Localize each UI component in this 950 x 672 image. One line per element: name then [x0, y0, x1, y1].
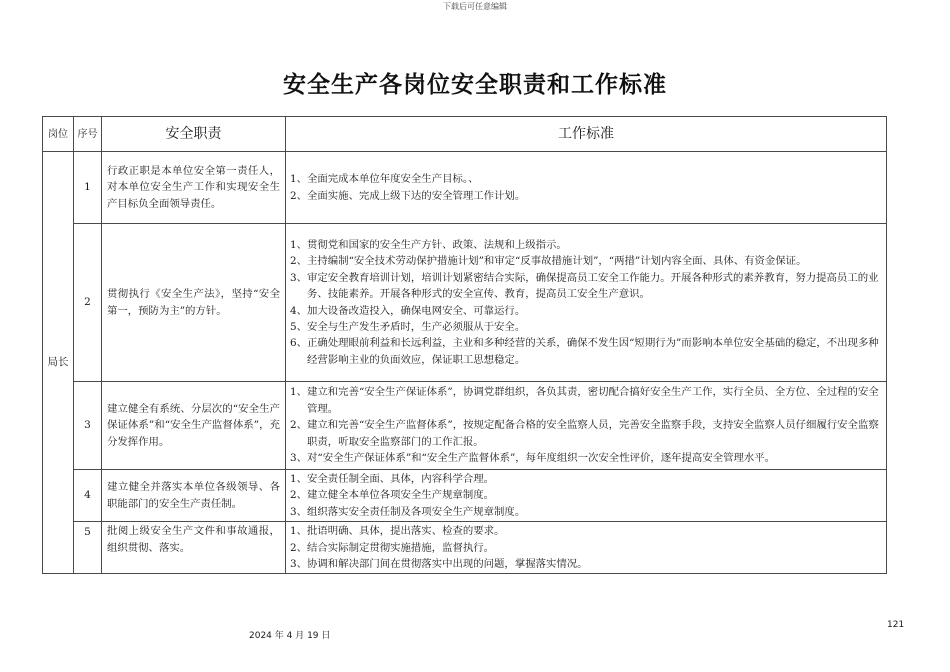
- standard-item-number: 2、: [290, 541, 308, 554]
- standard-item: [290, 523, 880, 539]
- standard-item-text: 结合实际制定贯彻实施措施，监督执行。: [307, 541, 495, 554]
- standard-cell: [286, 152, 887, 224]
- standard-item-number: 2、: [290, 255, 308, 268]
- standard-item: [290, 253, 880, 269]
- standard-item-text: 贯彻党和国家的安全生产方针、政策、法规和上级指示。: [307, 238, 567, 251]
- standard-item-number: 2、: [290, 419, 308, 432]
- row-number: 4: [74, 470, 102, 522]
- row-number: 2: [74, 224, 102, 382]
- standard-item-number: 3、: [290, 452, 308, 465]
- standard-item: [290, 319, 880, 335]
- table-row: [43, 470, 887, 522]
- table-row: [43, 382, 887, 470]
- page-title: 安全生产各岗位安全职责和工作标准: [283, 72, 667, 98]
- duty-text: 建立健全有系统、分层次的“安全生产保证体系”和“安全生产监督体系”，充分发挥作用。: [102, 382, 286, 470]
- duty-text: 贯彻执行《安全生产法》，坚持“安全第一，预防为主”的方针。: [102, 224, 286, 382]
- standard-item-number: 2、: [290, 189, 308, 202]
- standard-item-text: 加大设备改造投入，确保电网安全、可靠运行。: [307, 304, 526, 317]
- duty-table: [42, 116, 887, 574]
- standard-item-text: 全面实施、完成上级下达的安全管理工作计划。: [307, 189, 526, 202]
- standard-item-number: 3、: [290, 558, 308, 571]
- row-number: 5: [74, 522, 102, 574]
- standard-item-text: 建立健全本单位各项安全生产规章制度。: [307, 489, 495, 502]
- standard-item: [290, 237, 880, 253]
- standard-item: [290, 417, 880, 450]
- duty-text: 批阅上级安全生产文件和事故通报，组织贯彻、落实。: [102, 522, 286, 574]
- standard-cell: [286, 382, 887, 470]
- header-post: 岗位: [43, 117, 74, 152]
- standard-item: [290, 540, 880, 556]
- standard-item-text: 批语明确、具体，提出落实、检查的要求。: [307, 525, 505, 538]
- table-header-row: [43, 117, 887, 152]
- duty-text: 行政正职是本单位安全第一责任人，对本单位安全生产工作和实现安全生产目标负全面领导责任。: [102, 152, 286, 224]
- header-duty: 安全职责: [102, 117, 286, 152]
- standard-item-text: 对“安全生产保证体系”和“安全生产监督体系”，每年度组织一次安全性评价，逐年提高安全管理水平。: [307, 452, 776, 465]
- standard-item-text: 组织落实安全责任制及各项安全生产规章制度。: [307, 505, 526, 518]
- standard-item-number: 1、: [290, 473, 308, 485]
- standard-item-number: 5、: [290, 320, 308, 333]
- standard-item-number: 1、: [290, 525, 308, 538]
- standard-item: [290, 487, 880, 503]
- standard-item-number: 6、: [290, 337, 308, 350]
- standard-item: [290, 188, 880, 204]
- standard-item-text: 建立和完善“安全生产监督体系”，按规定配备合格的安全监察人员，完善安全监察手段，支持安全监察人员仔细履行安全监察职责，听取安全监察部门的工作汇报。: [307, 419, 879, 448]
- table-row: [43, 152, 887, 224]
- table-body: [43, 152, 887, 574]
- standard-item-text: 协调和解决部门间在贯彻落实中出现的问题，掌握落实情况。: [307, 558, 588, 571]
- standard-cell: [286, 470, 887, 522]
- standard-item-text: 建立和完善“安全生产保证体系”，协调党群组织，各负其责，密切配合搞好安全生产工作，实行全员、全方位、全过程的安全管理。: [307, 386, 879, 415]
- duty-text: 建立健全并落实本单位各级领导、各职能部门的安全生产责任制。: [102, 470, 286, 522]
- standard-item: [290, 303, 880, 319]
- standard-cell: [286, 522, 887, 574]
- row-number: 3: [74, 382, 102, 470]
- row-number: 1: [74, 152, 102, 224]
- header-seq: 序号: [74, 117, 102, 152]
- page-number: 121: [887, 620, 905, 630]
- standard-item: [290, 450, 880, 466]
- document-date: 2024 年 4 月 19 日: [249, 631, 331, 641]
- standard-item-text: 全面完成本单位年度安全生产目标。、: [307, 173, 479, 186]
- standard-item: [290, 556, 880, 572]
- standard-item: [290, 270, 880, 303]
- standard-item: [290, 471, 880, 487]
- standard-item: [290, 335, 880, 368]
- standard-item-text: 审定安全教育培训计划，培训计划紧密结合实际，确保提高员工安全工作能力。开展各种形式的素养教育，努力提高员工的业务、技能素养。开展各种形式的安全宣传、教育，提高员工安全生产意识。: [307, 271, 879, 301]
- standard-item-text: 主持编制“安全技术劳动保护措施计划”和审定“反事故措施计划”，“两措”计划内容全面、具体、有资金保证。: [307, 255, 807, 268]
- standard-item-text: 正确处理眼前利益和长远利益，主业和多种经营的关系，确保不发生因“短期行为”而影响本单位安全基础的稳定，不出现多种经营影响主业的负面效应，保证职工思想稳定。: [307, 337, 879, 366]
- standard-item-number: 4、: [290, 304, 308, 317]
- header-standard: 工作标准: [286, 117, 887, 152]
- table-row: [43, 522, 887, 574]
- post-cell: 局长: [43, 152, 74, 574]
- standard-item-number: 1、: [290, 386, 308, 399]
- standard-item-number: 1、: [290, 173, 308, 186]
- table-row: [43, 224, 887, 382]
- standard-item-number: 3、: [290, 271, 308, 284]
- standard-item-text: 安全责任制全面、具体，内容科学合理。: [307, 473, 495, 485]
- standard-item-number: 2、: [290, 489, 308, 502]
- standard-item: [290, 384, 880, 417]
- standard-item: [290, 504, 880, 520]
- standard-item-number: 1、: [290, 238, 308, 251]
- standard-item: [290, 171, 880, 187]
- header-note: 下载后可任意编辑: [443, 2, 507, 11]
- standard-cell: [286, 224, 887, 382]
- standard-item-text: 安全与生产发生矛盾时，生产必须服从于安全。: [307, 320, 526, 333]
- standard-item-number: 3、: [290, 505, 308, 518]
